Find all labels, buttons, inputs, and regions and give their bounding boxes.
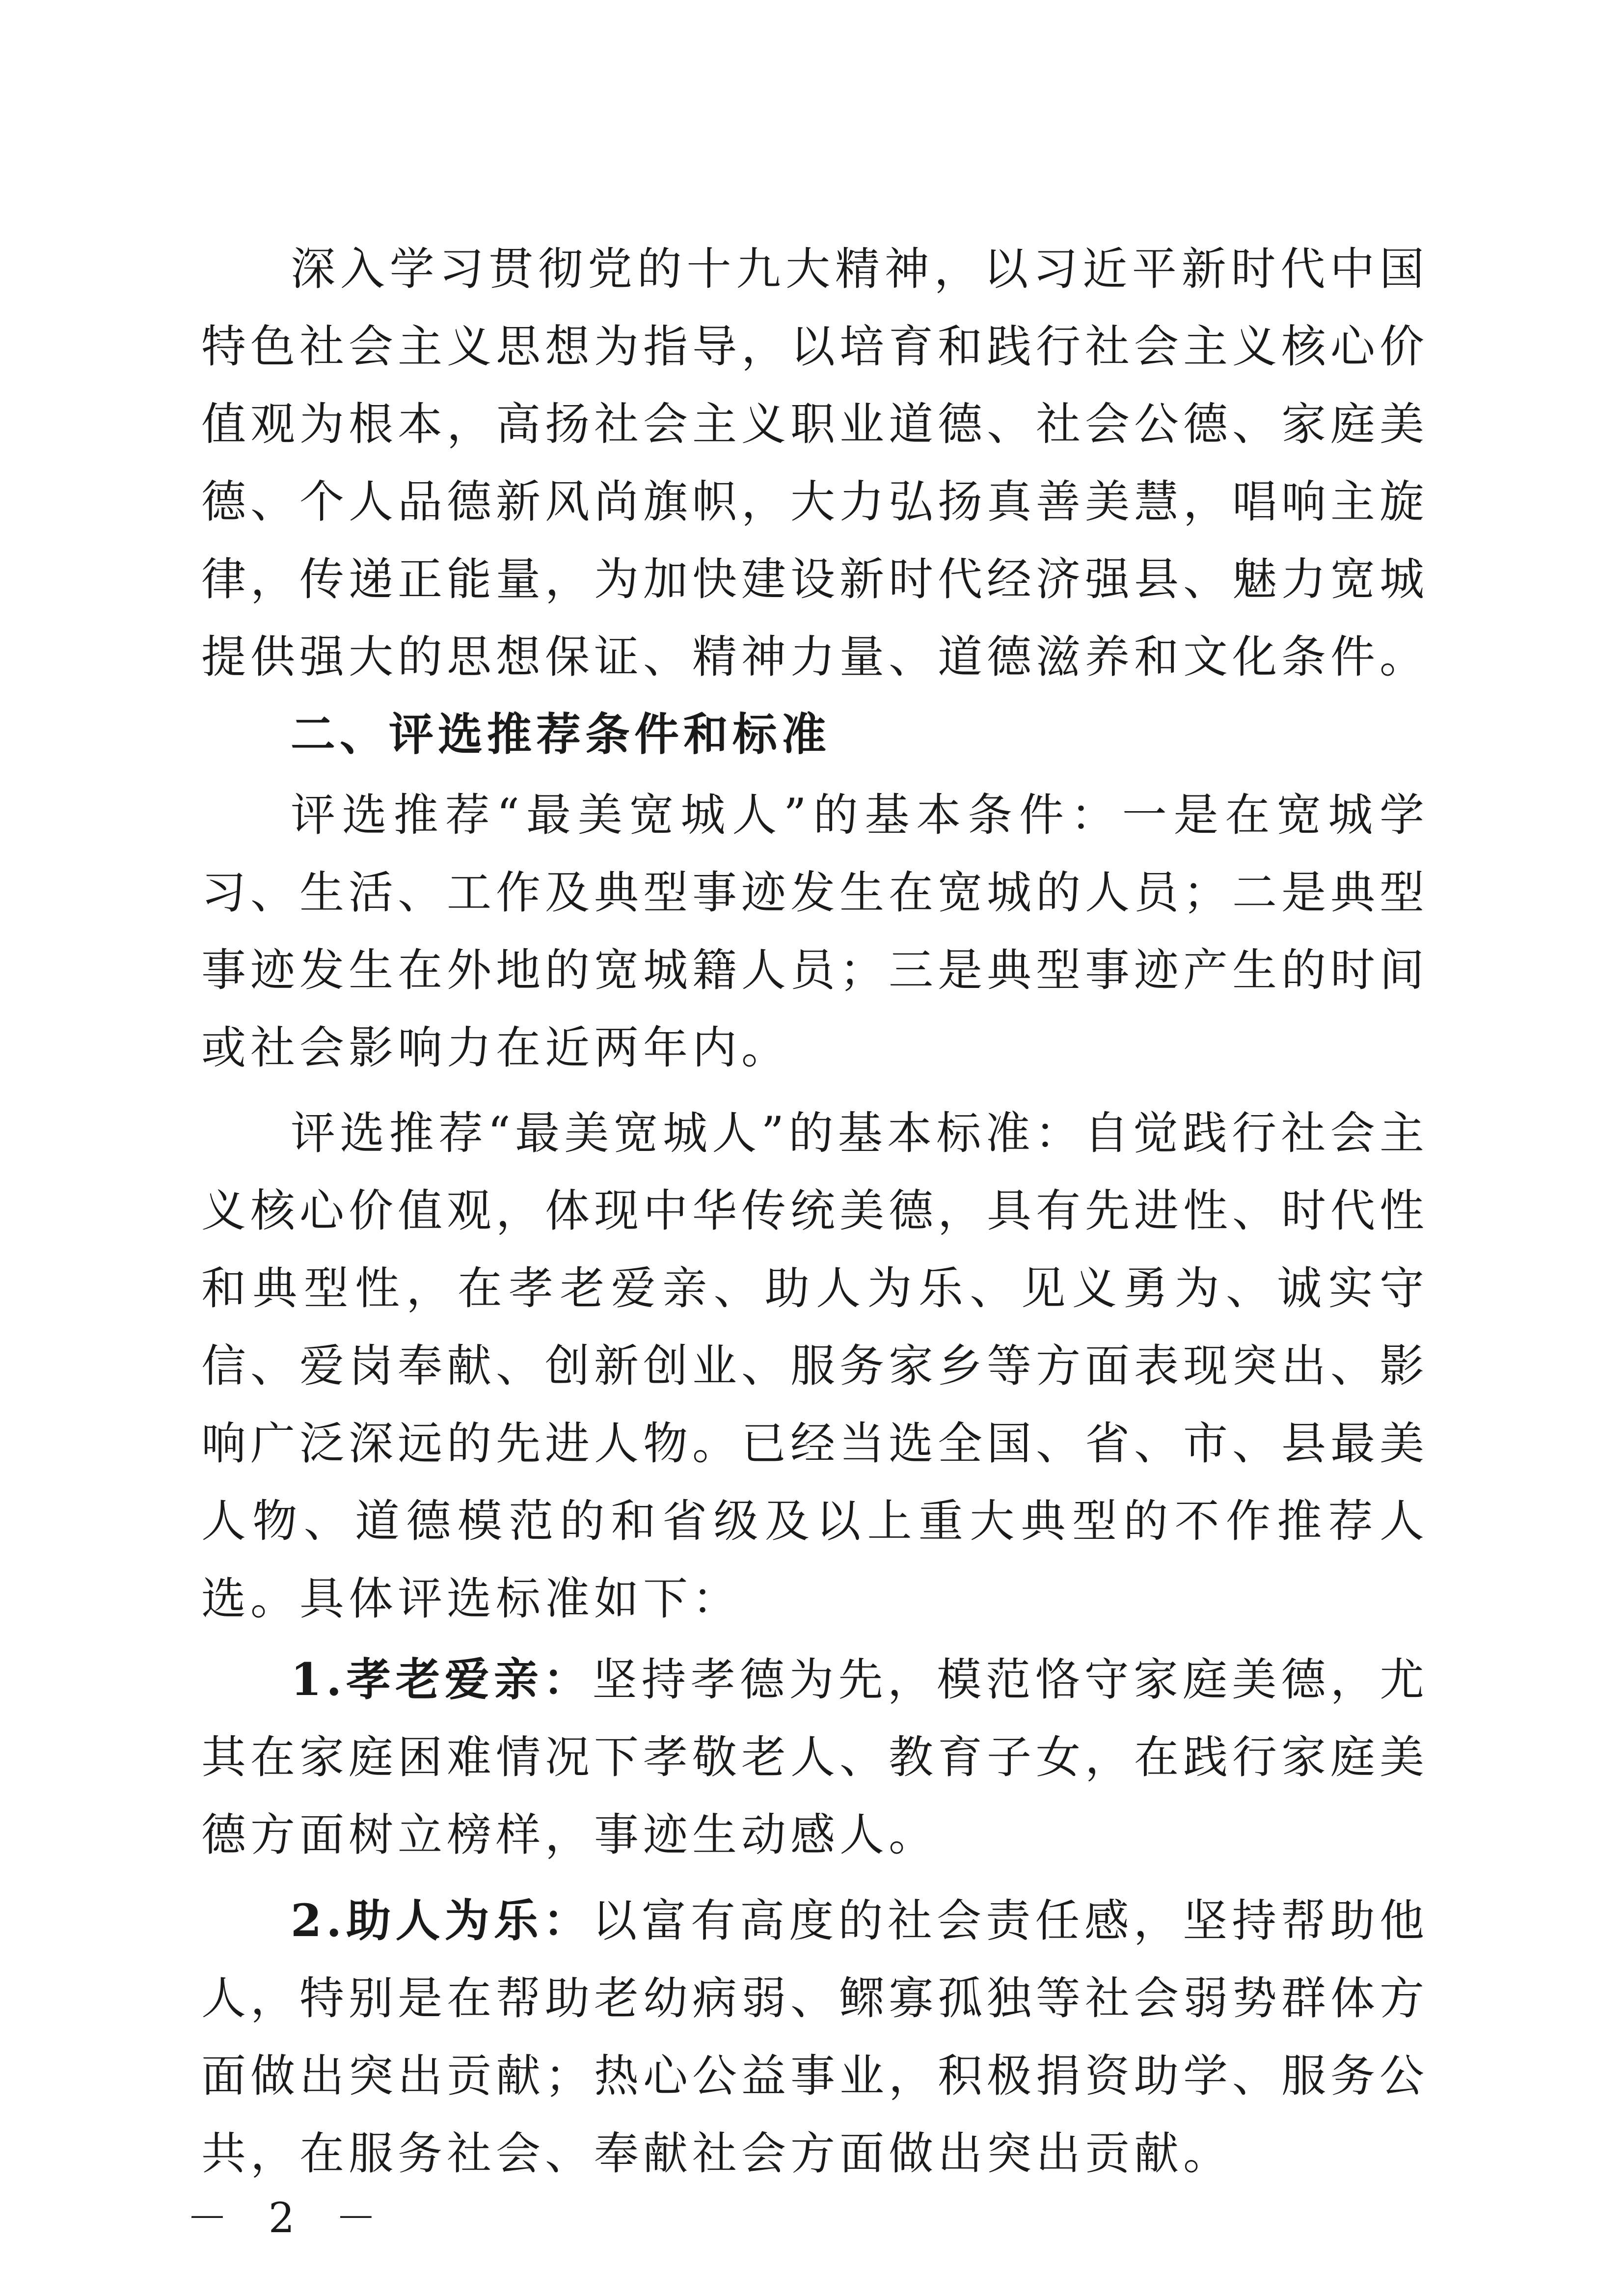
page-number: － 2 － (187, 2194, 390, 2242)
item-label: 2.助人为乐： (291, 1895, 593, 1947)
item-label: 1.孝老爱亲： (291, 1654, 593, 1706)
item-text: 以富有高度的社会责任感，坚持帮助他人，特别是在帮助老幼病弱、鳏寡孤独等社会弱势群体方面做出突出贡献；热心公益事业，积极捐资助学、服务公共，在服务社会、奉献社会方面做出突出贡献。 (201, 1895, 1429, 2180)
intro-paragraph: 深入学习贯彻党的十九大精神，以习近平新时代中国特色社会主义思想为指导，以培育和践行社会主义核心价值观为根本，高扬社会主义职业道德、社会公德、家庭美德、个人品德新风尚旗帜，大力弘扬真善美慧，唱响主旋律，传递正能量，为加快建设新时代经济强县、魅力宽城提供强大的思想保证、精神力量、道德滋养和文化条件。 (201, 244, 1429, 683)
basic-standards-paragraph: 评选推荐“最美宽城人”的基本标准：自觉践行社会主义核心价值观，体现中华传统美德，具有先进性、时代性和典型性，在孝老爱亲、助人为乐、见义勇为、诚实守信、爱岗奉献、创新创业、服务家乡等方面表现突出、影响广泛深远的先进人物。已经当选全国、省、市、县最美人物、道德模范的和省级及以上重大典型的不作推荐人选。具体评选标准如下： (201, 1108, 1429, 1625)
list-item-helping-others (201, 1882, 1429, 2193)
document-body (201, 231, 1429, 2193)
item-text: 坚持孝德为先，模范恪守家庭美德，尤其在家庭困难情况下孝敬老人、教育子女，在践行家庭美德方面树立榜样，事迹生动感人。 (201, 1654, 1429, 1861)
list-item-filial-piety (201, 1641, 1429, 1874)
basic-conditions-paragraph: 评选推荐“最美宽城人”的基本条件：一是在宽城学习、生活、工作及典型事迹发生在宽城的人员；二是典型事迹发生在外地的宽城籍人员；三是典型事迹产生的时间或社会影响力在近两年内。 (201, 790, 1429, 1074)
section-heading: 二、评选推荐条件和标准 (291, 709, 831, 761)
